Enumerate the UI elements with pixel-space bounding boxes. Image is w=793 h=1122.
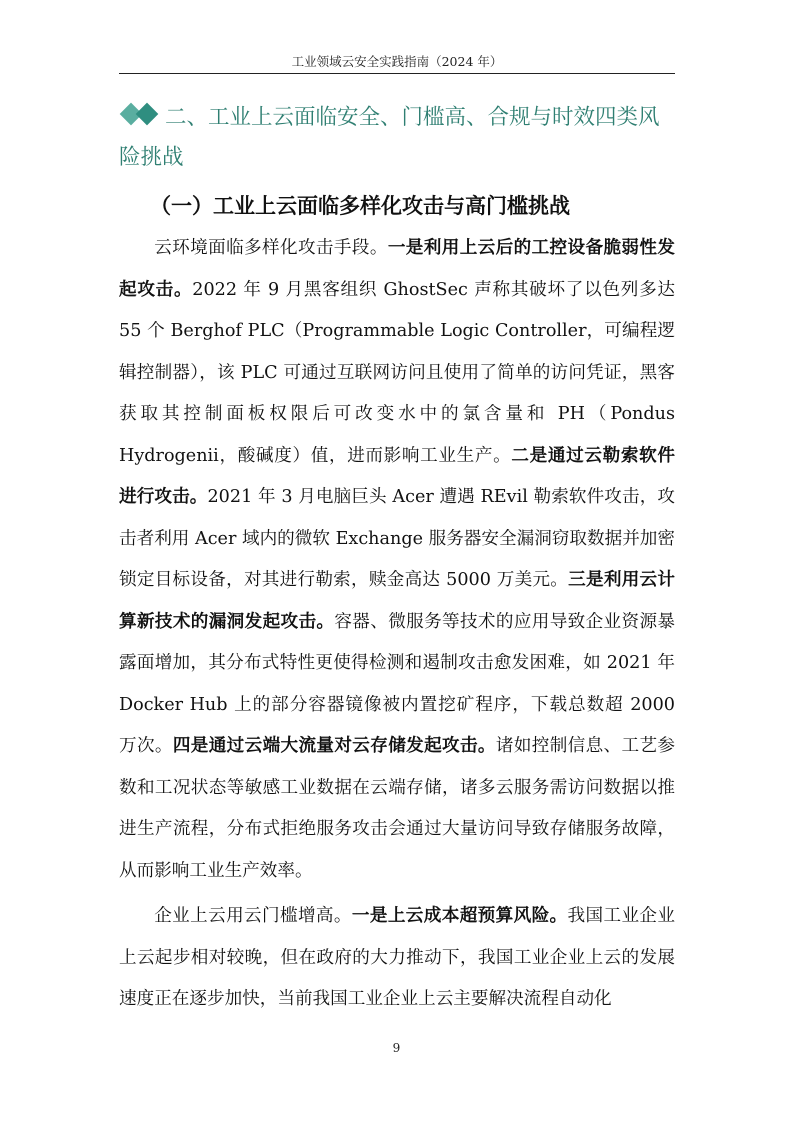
para2-seg-0: 企业上云用云门槛增高。: [154, 906, 352, 926]
para1-seg-5: 三是利用云计算新技术的漏洞发起攻击。: [119, 570, 675, 632]
para1-seg-3: 二是通过云勒索软件进行攻击。: [119, 445, 675, 507]
para1-seg-0: 云环境面临多样化攻击手段。: [154, 238, 388, 258]
paragraph-1: [119, 228, 675, 892]
paragraph-2: [119, 896, 675, 1021]
para2-seg-2: 我国工业企业上云起步相对较晚，但在政府的大力推动下，我国工业企业上云的发展速度正在逐步加快，当前我国工业企业上云主要解决流程自动化: [119, 906, 675, 1009]
para1-seg-1: 一是利用上云后的工控设备脆弱性发起攻击。: [119, 238, 675, 300]
para1-seg-2: 2022 年 9 月黑客组织 GhostSec 声称其破坏了以色列多达 55 个 Berghof PLC（Programmable Logic Controller，可编程逻辑控制器），该 PLC 可通过互联网访问且使用了简单的访问凭证，黑客获取其控制面板权限后可改变水中的氯含量和 PH（Pondus Hydrogenii，酸碱度）值，进而影响工业生产。: [119, 279, 675, 466]
section-heading: [119, 98, 679, 178]
para1-seg-8: 诸如控制信息、工艺参数和工况状态等敏感工业数据在云端存储，诸多云服务需访问数据以推进生产流程，分布式拒绝服务攻击会通过大量访问导致存储服务故障，从而影响工业生产效率。: [119, 736, 675, 881]
section-title: 二、工业上云面临安全、门槛高、合规与时效四类风险挑战: [119, 105, 660, 170]
para1-seg-6: 容器、微服务等技术的应用导致企业资源暴露面增加，其分布式特性更使得检测和遏制攻击愈发困难，如 2021 年 Docker Hub 上的部分容器镜像被内置挖矿程序，下载总数超 2000 万次。: [119, 611, 675, 756]
para1-seg-4: 2021 年 3 月电脑巨头 Acer 遭遇 REvil 勒索软件攻击，攻击者利用 Acer 域内的微软 Exchange 服务器安全漏洞窃取数据并加密锁定目标设备，对其进行勒索，赎金高达 5000 万美元。: [119, 487, 675, 590]
diamond-bullet-icon: [119, 102, 163, 128]
running-header: 工业领域云安全实践指南（2024 年）: [291, 54, 503, 69]
subsection-heading: （一）工业上云面临多样化攻击与高门槛挑战: [150, 194, 570, 218]
para2-seg-1: 一是上云成本超预算风险。: [351, 906, 568, 926]
page-number: 9: [392, 1041, 401, 1055]
header-rule: [119, 73, 675, 74]
para1-seg-7: 四是通过云端大流量对云存储发起攻击。: [172, 736, 496, 756]
